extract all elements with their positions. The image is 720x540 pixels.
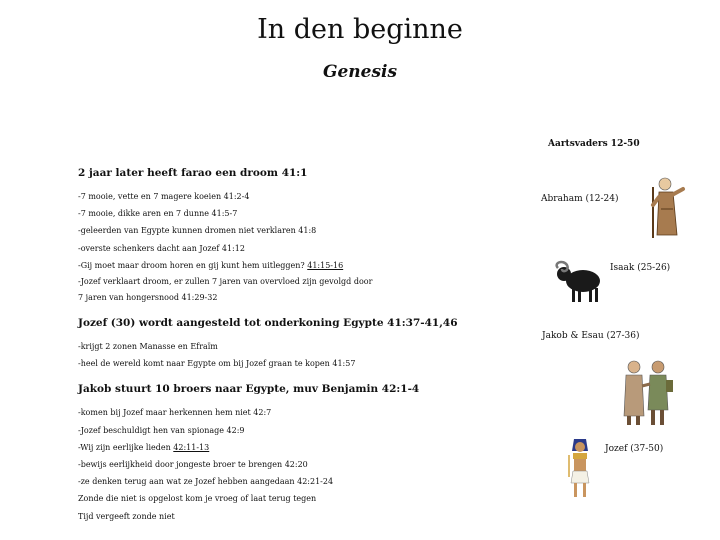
person-isaak: Isaak (25-26) bbox=[610, 263, 671, 273]
page-title: In den beginne bbox=[257, 14, 463, 45]
text-line bbox=[78, 257, 523, 274]
text-line: -overste schenkers dacht aan Jozef 41:12 bbox=[78, 243, 245, 253]
text-line bbox=[78, 439, 523, 456]
text-line: -7 mooie, vette en 7 magere koeien 41:2-4 bbox=[78, 192, 250, 201]
section-heading: Jakob stuurt 10 broers naar Egypte, muv Benjamin 42:1-4 bbox=[78, 383, 420, 396]
text-line: -Jozef verklaart droom, er zullen 7 jaren van overvloed zijn gevolgd door 7 jaren van hongersnood 41:29-32 bbox=[78, 277, 373, 303]
text-line: Tijd vergeeft zonde niet bbox=[78, 511, 175, 521]
egyptian-figure-icon bbox=[566, 437, 594, 499]
section-viceroy bbox=[78, 316, 523, 372]
text-fragment: -Wij zijn eerlijke lieden bbox=[78, 442, 174, 452]
text-line: -geleerden van Egypte kunnen dromen niet verklaren 41:8 bbox=[78, 226, 317, 236]
text-line: -ze denken terug aan wat ze Jozef hebben aangedaan 42:21-24 bbox=[78, 477, 334, 487]
section-pharaoh-dream bbox=[78, 166, 523, 306]
text-line: Zonde die niet is opgelost kom je vroeg of laat terug tegen bbox=[78, 494, 317, 504]
section-brothers bbox=[78, 382, 523, 524]
person-abraham: Abraham (12-24) bbox=[541, 194, 619, 204]
person-jakob-esau: Jakob & Esau (27-36) bbox=[542, 331, 640, 341]
sidebar-header: Aartsvaders 12-50 bbox=[548, 139, 640, 149]
person-jozef: Jozef (37-50) bbox=[605, 444, 664, 454]
verse-reference: 41:15-16 bbox=[307, 260, 344, 270]
main-content bbox=[78, 166, 523, 525]
text-line: -heel de wereld komt naar Egypte om bij Jozef graan te kopen 41:57 bbox=[78, 359, 356, 369]
two-men-icon bbox=[620, 358, 674, 426]
page-subtitle: Genesis bbox=[322, 62, 398, 82]
text-line: -komen bij Jozef maar herkennen hem niet 42:7 bbox=[78, 408, 272, 418]
text-line: -Jozef beschuldigt hen van spionage 42:9 bbox=[78, 425, 245, 435]
text-line: -7 mooie, dikke aren en 7 dunne 41:5-7 bbox=[78, 209, 238, 219]
text-line: -bewijs eerlijkheid door jongeste broer te brengen 42:20 bbox=[78, 460, 308, 470]
verse-reference: 42:11-13 bbox=[173, 442, 210, 452]
text-fragment: -Gij moet maar droom horen en gij kunt hem uitleggen? bbox=[78, 260, 308, 270]
text-line: -krijgt 2 zonen Manasse en Efraïm bbox=[78, 342, 218, 352]
section-heading: 2 jaar later heeft farao een droom 41:1 bbox=[78, 167, 308, 179]
section-heading: Jozef (30) wordt aangesteld tot onderkoning Egypte 41:37-41,46 bbox=[78, 317, 458, 330]
monk-figure-icon bbox=[645, 175, 687, 239]
ram-icon bbox=[553, 259, 605, 305]
